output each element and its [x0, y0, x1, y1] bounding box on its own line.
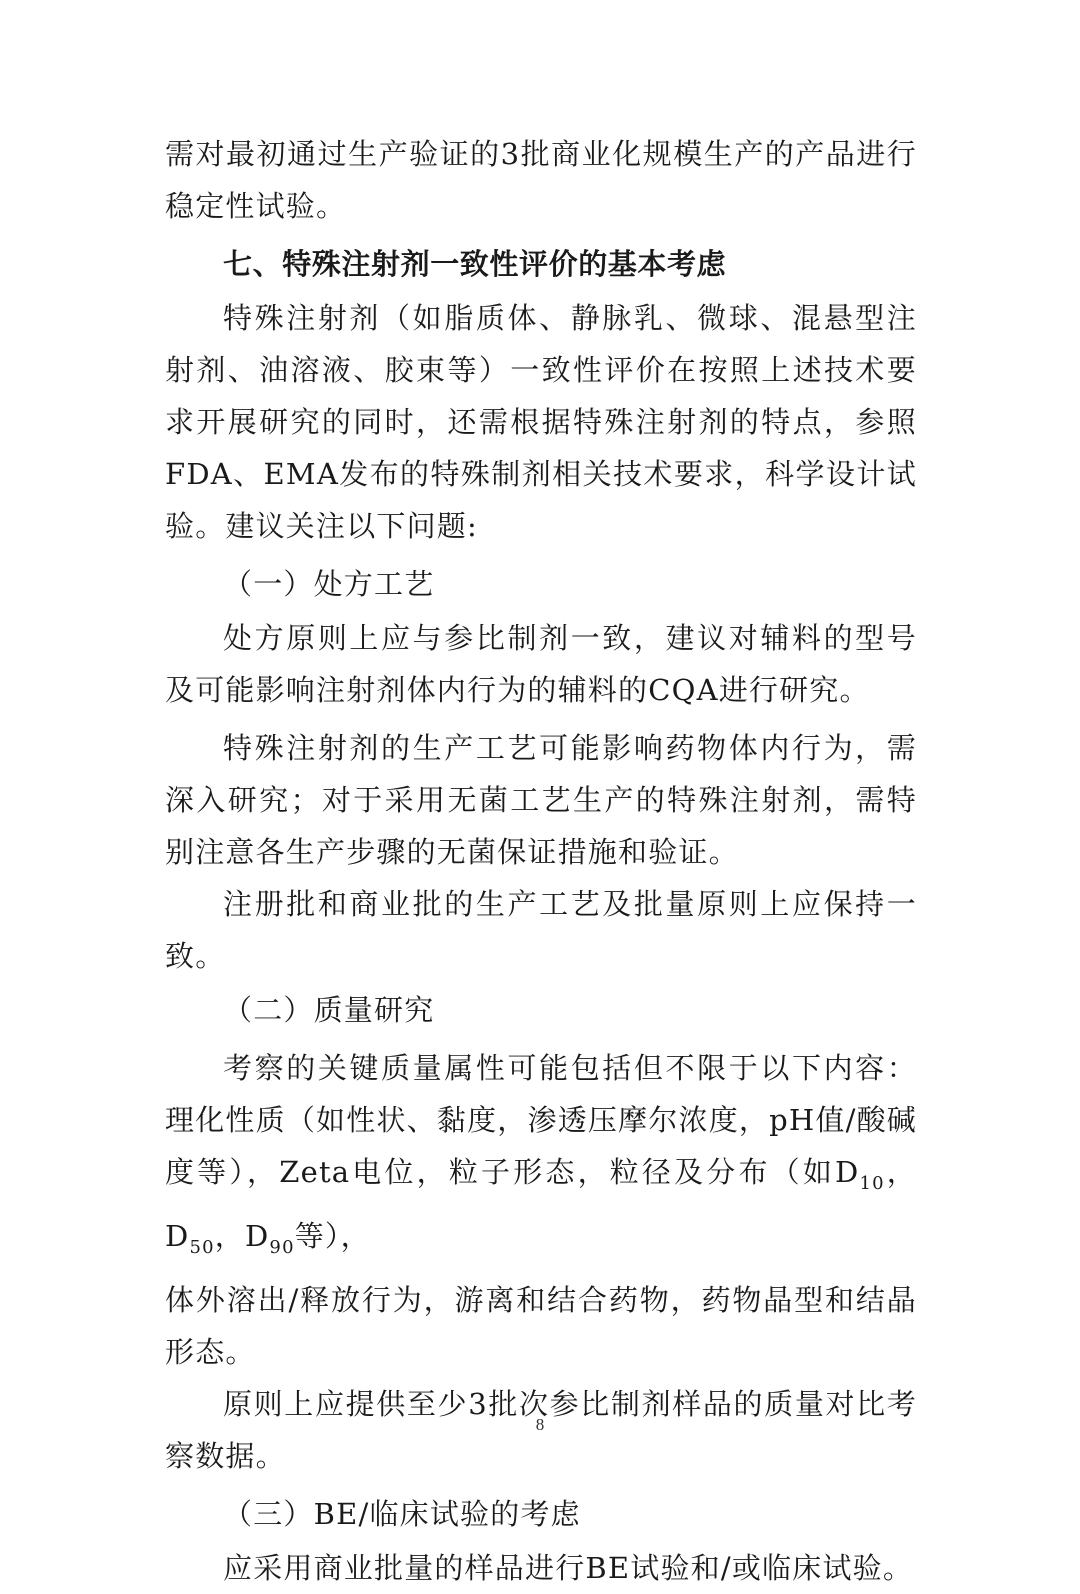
d50-subscript: 50	[189, 1236, 215, 1258]
formulation-paragraph: 处方原则上应与参比制剂一致，建议对辅料的型号及可能影响注射剂体内行为的辅料的CQA进行研究。	[165, 621, 917, 707]
quality-attributes-paragraph	[165, 1042, 917, 1378]
stability-paragraph: 需对最初通过生产验证的3批商业化规模生产的产品进行稳定性试验。	[165, 137, 917, 223]
process-paragraph: 特殊注射剂的生产工艺可能影响药物体内行为，需深入研究；对于采用无菌工艺生产的特殊注射剂，需特别注意各生产步骤的无菌保证措施和验证。	[165, 731, 917, 869]
reference-batches-paragraph: 原则上应提供至少3批次参比制剂样品的质量对比考察数据。	[165, 1386, 917, 1473]
d10-subscript: 10	[859, 1172, 885, 1194]
section-heading-special-injections: 七、特殊注射剂一致性评价的基本考虑	[223, 247, 727, 281]
subheading-formulation-process: （一）处方工艺	[223, 567, 435, 601]
quality-separator-2: ，D	[214, 1218, 270, 1253]
quality-text-part2: 等），	[294, 1218, 371, 1253]
quality-text-part1: 考察的关键质量属性可能包括但不限于以下内容：理化性质（如性状、黏度，渗透压摩尔浓度，pH值/酸碱度等），Zeta电位，粒子形态，粒径及分布（如D	[165, 1051, 917, 1189]
special-injections-paragraph: 特殊注射剂（如脂质体、静脉乳、微球、混悬型注射剂、油溶液、胶束等）一致性评价在按照上述技术要求开展研究的同时，还需根据特殊注射剂的特点，参照FDA、EMA发布的特殊制剂相关技术要求，科学设计试验。建议关注以下问题:	[165, 301, 917, 543]
batch-consistency-paragraph: 注册批和商业批的生产工艺及批量原则上应保持一致。	[165, 887, 917, 973]
document-body	[165, 128, 917, 1594]
quality-text-part3: 体外溶出/释放行为，游离和结合药物，药物晶型和结晶形态。	[165, 1282, 917, 1369]
quality-separator-1: ，D	[165, 1155, 917, 1253]
subheading-quality-research: （二）质量研究	[223, 993, 435, 1027]
subheading-be-clinical: （三）BE/临床试验的考虑	[223, 1496, 581, 1531]
be-clinical-paragraph: 应采用商业批量的样品进行BE试验和/或临床试验。	[223, 1550, 914, 1585]
d90-subscript: 90	[269, 1236, 295, 1258]
page-number: 8	[535, 1415, 545, 1434]
